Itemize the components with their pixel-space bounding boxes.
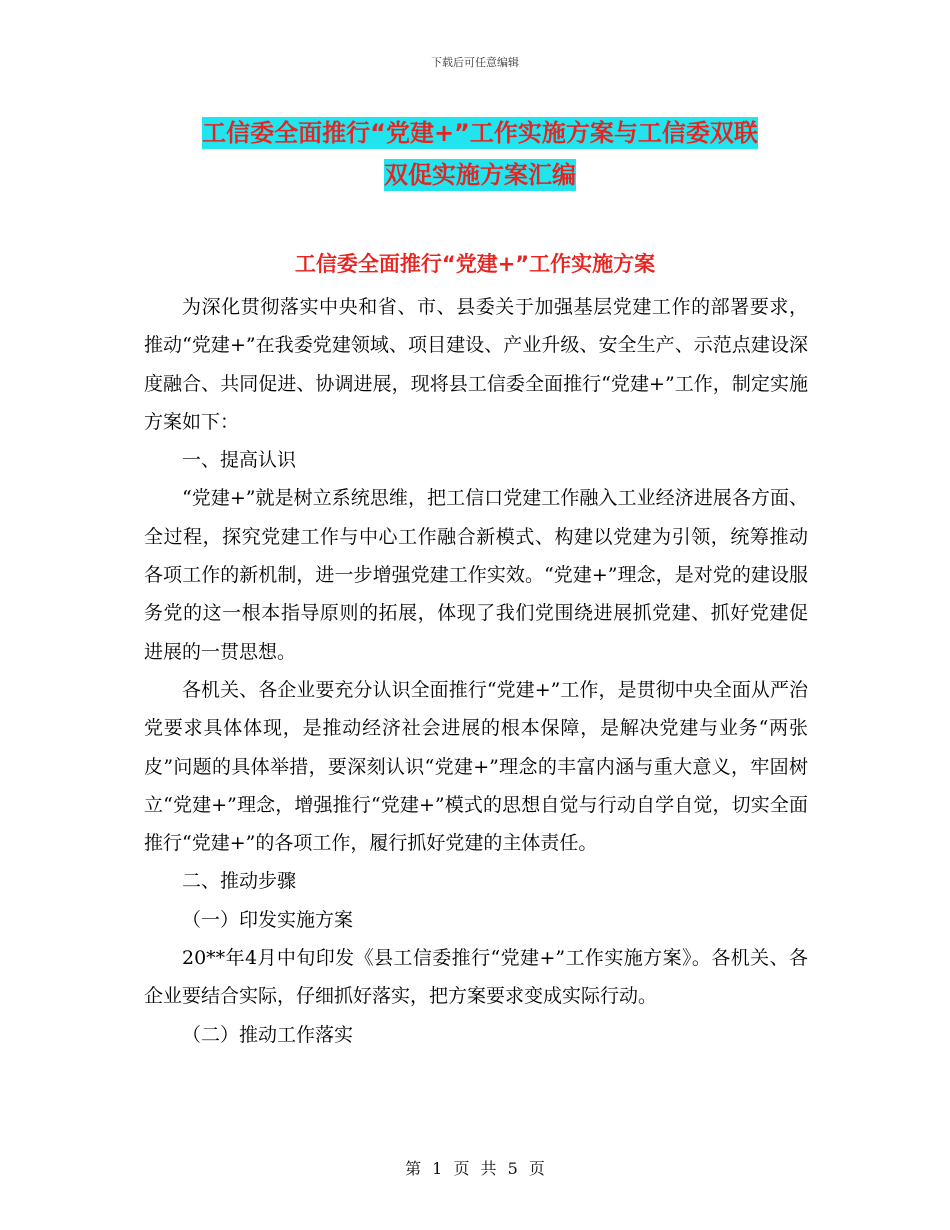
paragraph-requirements: 各机关、各企业要充分认识全面推行“党建+”工作，是贯彻中央全面从严治党要求具体体现，是推动经济社会进展的根本保障，是解决党建与业务“两张皮”问题的具体举措，要深刻认识“党建+”理念的丰富内涵与重大意义，牢固树立“党建+”理念，增强推行“党建+”模式的思想自觉与行动自学自觉，切实全面推行“党建+”的各项工作，履行抓好党建的主体责任。	[144, 678, 808, 855]
title-line-2: 双促实施方案汇编	[384, 161, 576, 189]
document-title	[140, 112, 820, 196]
header-note: 下载后可任意编辑	[431, 56, 519, 69]
heading-raise-awareness: 一、提高认识	[182, 449, 297, 472]
subheading-issue-plan: （一）印发实施方案	[182, 908, 354, 931]
paragraph-intro: 为深化贯彻落实中央和省、市、县委关于加强基层党建工作的部署要求，推动“党建+”在我委党建领域、项目建设、产业升级、安全生产、示范点建设深度融合、共同促进、协调进展，现将县工信委全面推行“党建+”工作，制定实施方案如下：	[144, 296, 808, 433]
title-line-1: 工信委全面推行“党建+”工作实施方案与工信委双联	[202, 119, 758, 147]
heading-steps: 二、推动步骤	[182, 870, 297, 893]
paragraph-party-building-plus: “党建+”就是树立系统思维，把工信口党建工作融入工业经济进展各方面、全过程，探究党建工作与中心工作融合新模式、构建以党建为引领，统筹推动各项工作的新机制，进一步增强党建工作实效。“党建+”理念，是对党的建设服务党的这一根本指导原则的拓展，体现了我们党围绕进展抓党建、抓好党建促进展的一贯思想。	[144, 487, 808, 663]
subheading-implementation: （二）推动工作落实	[182, 1023, 354, 1046]
section-title: 工信委全面推行“党建+”工作实施方案	[294, 252, 656, 276]
body-text	[144, 288, 808, 1054]
paragraph-issue-plan: 20**年4月中旬印发《县工信委推行“党建+”工作实施方案》。各机关、各企业要结合实际，仔细抓好落实，把方案要求变成实际行动。	[144, 947, 808, 1008]
page-footer: 第 1 页 共 5 页	[405, 1159, 545, 1178]
